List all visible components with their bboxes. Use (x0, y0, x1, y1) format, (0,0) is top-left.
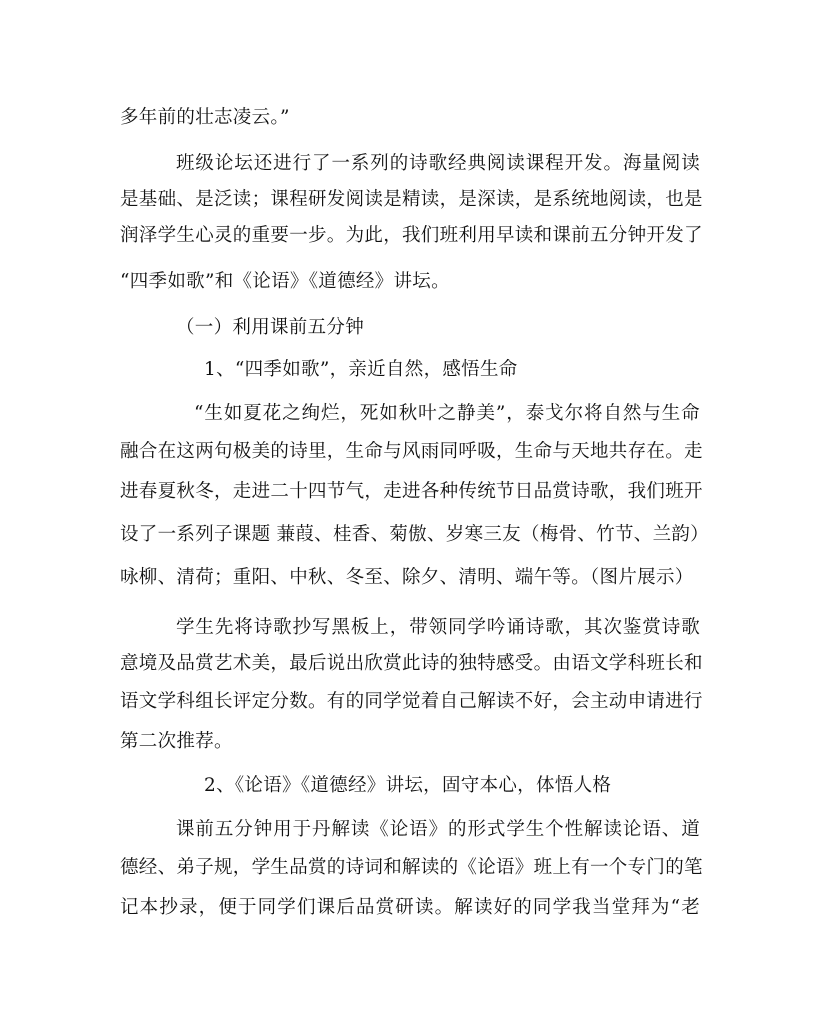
subheading-1: 1、“四季如歌”，亲近自然，感悟生命 (204, 359, 518, 380)
section-heading: （一）利用课前五分钟 (176, 317, 365, 338)
text-line-20: 记本抄录，便于同学们课后品赏研读。解读好的同学我当堂拜为“老 (120, 897, 700, 918)
subheading-2: 2、《论语》《道德经》讲坛，固守本心，体悟人格 (204, 775, 612, 796)
text-line-11: 设了一系列子课题 蒹葭、桂香、菊傲、岁寒三友（梅骨、竹节、兰韵） (120, 524, 709, 545)
text-line-14: 意境及品赏艺术美，最后说出欣赏此诗的独特感受。由语文学科班长和 (120, 653, 703, 674)
text-line-3: 是基础、是泛读；课程研发阅读是精读，是深读，是系统地阅读，也是 (120, 189, 703, 210)
text-line-15: 语文学科组长评定分数。有的同学觉着自己解读不好，会主动申请进行 (120, 691, 703, 712)
text-line-2: 班级论坛还进行了一系列的诗歌经典阅读课程开发。海量阅读 (176, 153, 700, 174)
text-line-5: “四季如歌”和《论语》《道德经》讲坛。 (120, 271, 450, 292)
text-line-18: 课前五分钟用于丹解读《论语》的形式学生个性解读论语、道 (176, 819, 700, 840)
text-line-8: “生如夏花之绚烂，死如秋叶之静美”，泰戈尔将自然与生命 (194, 403, 700, 424)
text-line-9: 融合在这两句极美的诗里，生命与风雨同呼吸，生命与天地共存在。走 (120, 441, 703, 462)
text-line-1: 多年前的壮志凌云。” (120, 107, 290, 128)
text-line-4: 润泽学生心灵的重要一步。为此，我们班利用早读和课前五分钟开发了 (120, 225, 703, 246)
text-line-13: 学生先将诗歌抄写黑板上，带领同学吟诵诗歌，其次鉴赏诗歌 (176, 617, 700, 638)
text-line-16: 第二次推荐。 (120, 731, 233, 752)
text-line-12: 咏柳、清荷；重阳、中秋、冬至、除夕、清明、端午等。（图片展示） (120, 567, 694, 588)
text-line-10: 进春夏秋冬，走进二十四节气，走进各种传统节日品赏诗歌，我们班开 (120, 481, 703, 502)
text-line-19: 德经、弟子规，学生品赏的诗词和解读的《论语》班上有一个专门的笔 (120, 857, 703, 878)
